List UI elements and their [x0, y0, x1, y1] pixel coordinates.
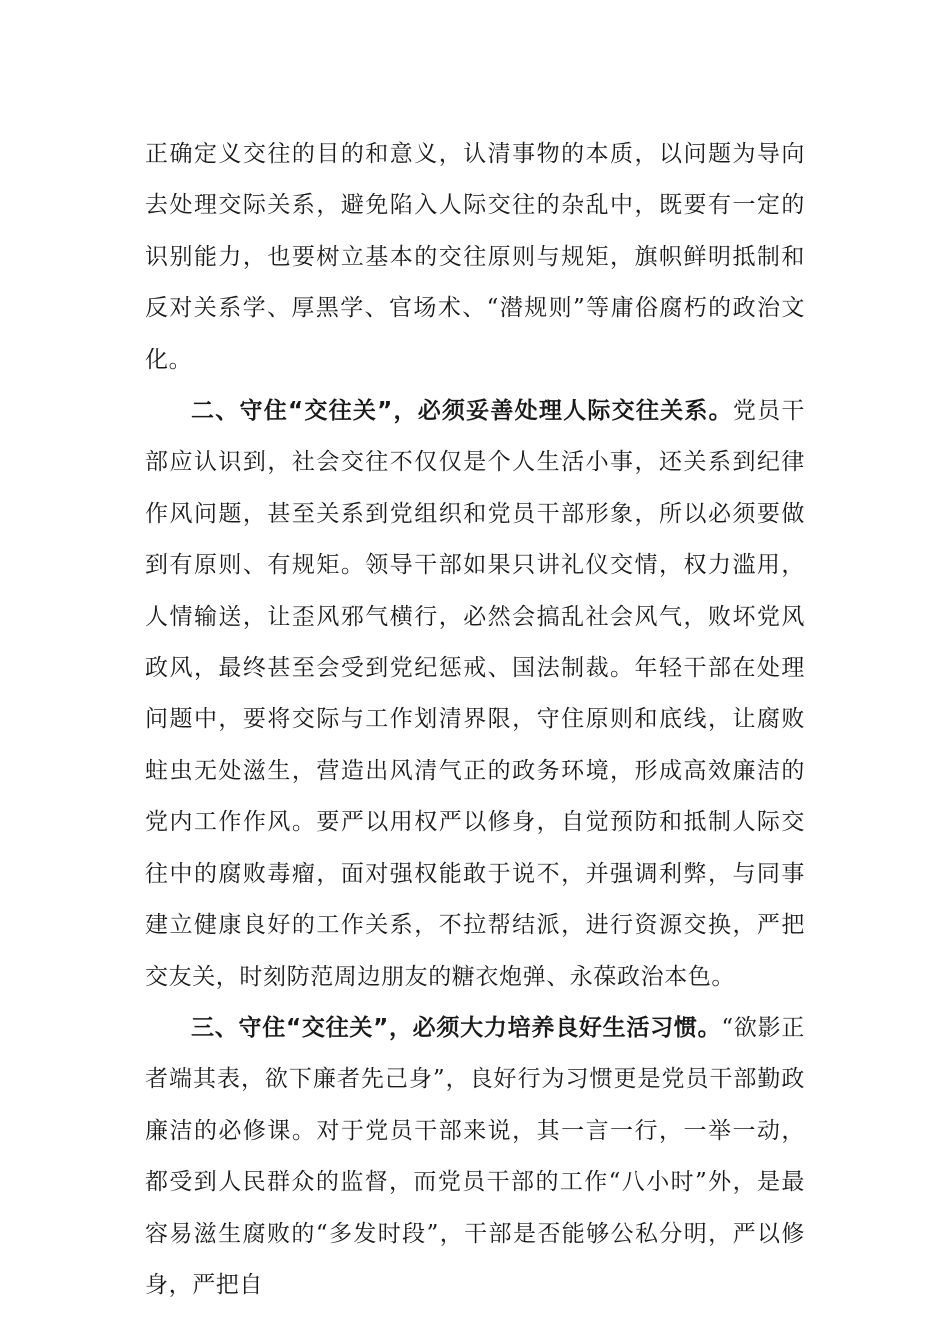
paragraph-body: 党员干部应认识到，社会交往不仅仅是个人生活小事，还关系到纪律作风问题，甚至关系到党组织和党员干部形象，所以必须要做到有原则、有规矩。领导干部如果只讲礼仪交情，权力滥用，人情输送，让歪风邪气横行，必然会搞乱社会风气，败坏党风政风，最终甚至会受到党纪惩戒、国法制裁。年轻干部在处理问题中，要将交际与工作划清界限，守住原则和底线，让腐败蛀虫无处滋生，营造出风清气正的政务环境，形成高效廉洁的党内工作作风。要严以用权严以修身，自觉预防和抵制人际交往中的腐败毒瘤，面对强权能敢于说不，并强调利弊，与同事建立健康良好的工作关系，不拉帮结派，进行资源交换，严把交友关，时刻防范周边朋友的糖衣炮弹、永葆政治本色。 — [145, 398, 805, 990]
document-body — [145, 129, 805, 1311]
section-two-heading: 二、守住“交往关”，必须妥善处理人际交往关系。 — [191, 398, 733, 425]
paragraph-body: 正确定义交往的目的和意义，认清事物的本质，以问题为导向去处理交际关系，避免陷入人际交往的杂乱中，既要有一定的识别能力，也要树立基本的交往原则与规矩，旗帜鲜明抵制和反对关系学、厚黑学、官场术、“潜规则”等庸俗腐朽的政治文化。 — [145, 141, 805, 373]
paragraph-section-two — [145, 386, 805, 1003]
paragraph-body: “欲影正者端其表，欲下廉者先己身”，良好行为习惯更是党员干部勤政廉洁的必修课。对于党员干部来说，其一言一行，一举一动，都受到人民群众的监督，而党员干部的工作“八小时”外，是最容易滋生腐败的“多发时段”，干部是否能够公私分明，严以修身，严把自 — [145, 1014, 805, 1298]
paragraph-section-three — [145, 1003, 805, 1311]
paragraph-intro — [145, 129, 805, 386]
section-three-heading: 三、守住“交往关”，必须大力培养良好生活习惯。 — [191, 1014, 722, 1041]
